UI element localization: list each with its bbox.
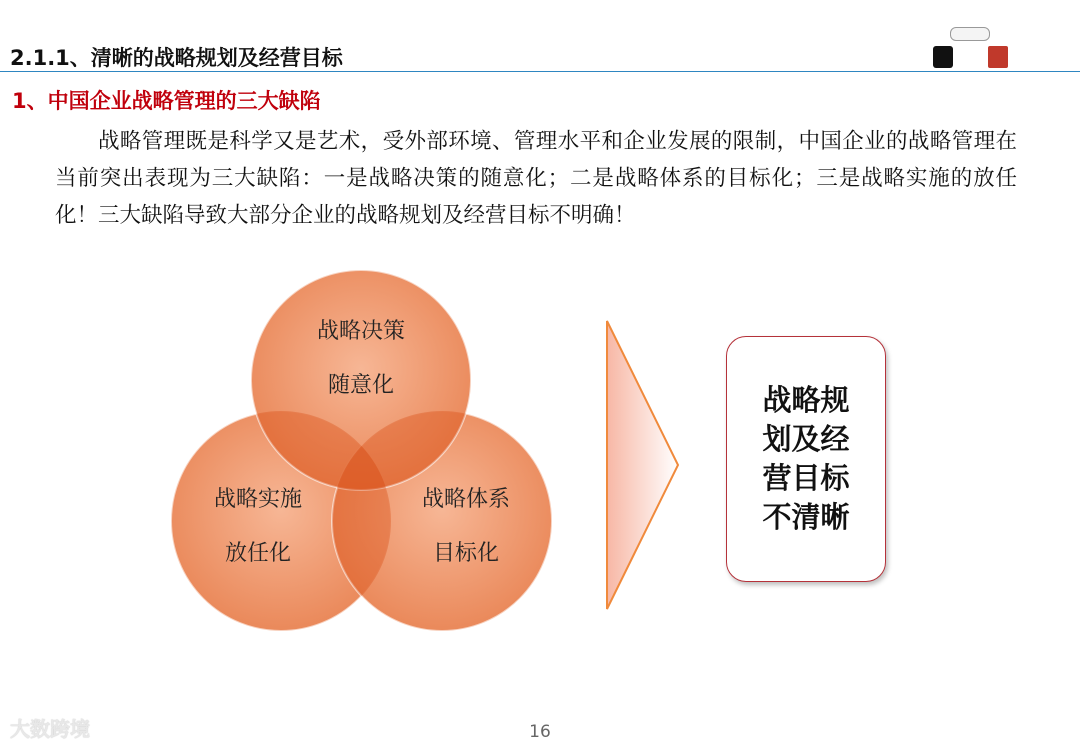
result-box xyxy=(726,336,886,582)
circle-top-line1: 战略决策 xyxy=(316,319,405,344)
circle-right-label xyxy=(376,473,556,581)
circle-top-line2: 随意化 xyxy=(327,373,394,398)
circle-right-line1: 战略体系 xyxy=(421,487,510,512)
subtitle: 1、中国企业战略管理的三大缺陷 xyxy=(12,89,321,113)
body-paragraph: 战略管理既是科学又是艺术，受外部环境、管理水平和企业发展的限制，中国企业的战略管理在当前突出表现为三大缺陷：一是战略决策的随意化；二是战略体系的目标化；三是战略实施的放任化！三大缺陷导致大部分企业的战略规划及经营目标不明确！ xyxy=(55,129,1017,228)
arrow-shape xyxy=(607,321,678,609)
watermark-logo: 大数跨境 xyxy=(10,717,90,741)
page-number: 16 xyxy=(529,722,551,742)
circle-right-line2: 目标化 xyxy=(432,541,499,566)
circle-left-label xyxy=(168,473,348,581)
circle-left-line2: 放任化 xyxy=(224,541,291,566)
section-title: 2.1.1、清晰的战略规划及经营目标 xyxy=(10,46,343,70)
result-text: 战略规划及经营目标不清晰 xyxy=(762,383,850,534)
circle-top-label xyxy=(271,305,451,413)
circle-left-line1: 战略实施 xyxy=(213,487,302,512)
